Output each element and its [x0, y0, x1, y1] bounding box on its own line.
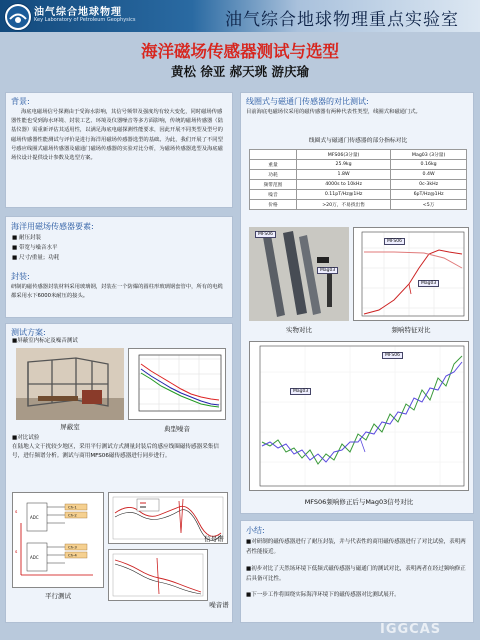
- adc-label: ADC: [30, 555, 39, 560]
- caption-shielded-room: 屏蔽室: [60, 423, 80, 431]
- authors: 黄松 徐亚 郝天珧 游庆瑜: [170, 64, 310, 79]
- channel-label: Ch-3: [68, 544, 77, 550]
- comparison-text: 目前海底电磁场仪采用的磁传感器有两种代表性类型，线圈式和磁通门式。: [246, 109, 421, 115]
- summary-title: 小结:: [246, 526, 265, 535]
- logo-chinese-text: 油气综合地球物理: [34, 7, 122, 18]
- shielded-room-photo: [16, 348, 124, 420]
- caption-frequency-response: 频响特征对比: [391, 326, 431, 334]
- table-row: 频带范围 4000s to 10kHz 0c-3kHz: [250, 180, 467, 190]
- table-row: MFS06(3分量) Mag03 (3分量): [250, 150, 467, 160]
- requirement-item: ■ 耐压封装: [12, 235, 41, 241]
- noise-spectrum-chart: [108, 549, 208, 601]
- logo-english-text: Key Laboratory of Petroleum Geophysics: [34, 17, 136, 23]
- label-mfs06: MFS06: [255, 231, 276, 238]
- watermark: IGGCAS: [380, 622, 442, 637]
- summary-item: ■初步对比了天然场环境下低频式磁传感器与磁通门的测试对比，表明两者在经过频响修正后具备可比性。: [246, 566, 466, 582]
- adc-label: ADC: [30, 515, 39, 520]
- background-title: 背景:: [11, 97, 30, 106]
- signal-comparison-chart: [249, 341, 469, 491]
- background-text: 海底电磁场信号探测由于受海水影响，其信号频带及强度均有较大变化，同时磁场传感器性能也受到海水环境、封装工艺、环境及仪器噪音等多方面影响，传统的磁场传感器（陆基仪器）需重新评估其适用性，以满足海底电磁探测性能要求，因此开展不同类型及型号的磁场传感器性能测试与评价是进行海洋用磁场传感器选型的基础。为此，我们开展了不同型号感应线圈式磁场传感器及磁通门磁场传感器的实验对比分析，为磁场传感器选型及海底磁场仪设计提供设计参数及选型方案。: [11, 109, 223, 162]
- summary-panel: [240, 520, 474, 623]
- diagram-side-label: s: [15, 550, 18, 555]
- institute-logo: [4, 3, 32, 31]
- caption-noise-spectrum: 噪音谱: [209, 601, 229, 609]
- label-mfs06: MFS06: [384, 238, 405, 245]
- test-plan-title: 测试方案:: [11, 328, 46, 337]
- table-row: 重量 25.9kg 0.16kg: [250, 160, 467, 170]
- comparison-title: 线圈式与磁通门传感器的对比测试:: [246, 97, 369, 106]
- summary-item: ■下一步工作将围绕实际海洋环境下的磁传感器对比测试展开。: [246, 592, 400, 598]
- requirements-title: 海洋用磁场传感器要素:: [11, 222, 94, 231]
- caption-parallel-test: 平行测试: [45, 592, 71, 600]
- test-item-shielded: ■屏蔽室内标定及噪音测试: [12, 338, 78, 344]
- typical-noise-chart: [128, 348, 226, 420]
- channel-label: Ch-4: [68, 552, 77, 558]
- label-mfs06: MFS06: [382, 352, 403, 359]
- sealing-text: 研制的磁传感器封装材料采用玻璃钢，封装在一个防爆的圆柱形玻璃钢套管中，所有的电缆都采用水下6000米耐压的接头。: [11, 284, 223, 300]
- requirement-item: ■ 尺寸/重量；功耗: [12, 255, 60, 261]
- caption-typical-noise: 典型噪音: [164, 425, 190, 433]
- poster-title: 海洋磁场传感器测试与选型: [141, 42, 339, 61]
- lab-name: 油气综合地球物理重点实验室: [225, 10, 459, 30]
- summary-item: ■对研制的磁传感器进行了耐压封装，并与代表性的商用磁传感器进行了对比试验，表明两者性能接近。: [246, 539, 466, 555]
- channel-label: Ch-1: [68, 504, 77, 510]
- frequency-response-chart: [353, 227, 469, 321]
- caption-physical: 实物对比: [286, 326, 312, 334]
- sensor-physical-photo: [249, 227, 349, 321]
- requirement-item: ■ 带宽与噪音水平: [12, 245, 58, 251]
- test-item-comparison: ■对比试验: [12, 435, 40, 441]
- channel-label: Ch-2: [68, 512, 77, 518]
- diagram-side-label: s: [15, 510, 18, 515]
- table-row: 价格 >20万，不易找出售 <5万: [250, 200, 467, 210]
- test-plan-panel: [5, 323, 233, 623]
- label-mag03: Mag03: [290, 388, 311, 395]
- label-mag03: Mag03: [317, 267, 338, 274]
- requirements-panel: [5, 216, 233, 318]
- background-panel: [5, 92, 233, 208]
- spec-comparison-table: [249, 149, 467, 210]
- caption-signal-comparison: MFS06频响修正后与Mag03信号对比: [304, 498, 414, 506]
- sealing-title: 封装:: [11, 272, 30, 281]
- table-title: 线圈式与磁通门传感器的部分指标对比: [308, 138, 408, 144]
- label-mag03: Mag03: [418, 280, 439, 287]
- table-row: 功耗 1.8W 0.4W: [250, 170, 467, 180]
- parallel-test-diagram: [12, 492, 104, 588]
- table-row: 噪音 0.11pT/Hz@1Hz 6pT/Hz@1Hz: [250, 190, 467, 200]
- comparison-test-text: 在陆地人文干扰较少地区，采用平行测试方式测量封装后的感应线圈磁传感器采集信号，进行频谱分析。测试与商用MFS06磁传感器进行同步进行。: [12, 444, 219, 459]
- caption-signal-spectrum: 信号谱: [204, 535, 224, 543]
- comparison-panel: [240, 92, 474, 514]
